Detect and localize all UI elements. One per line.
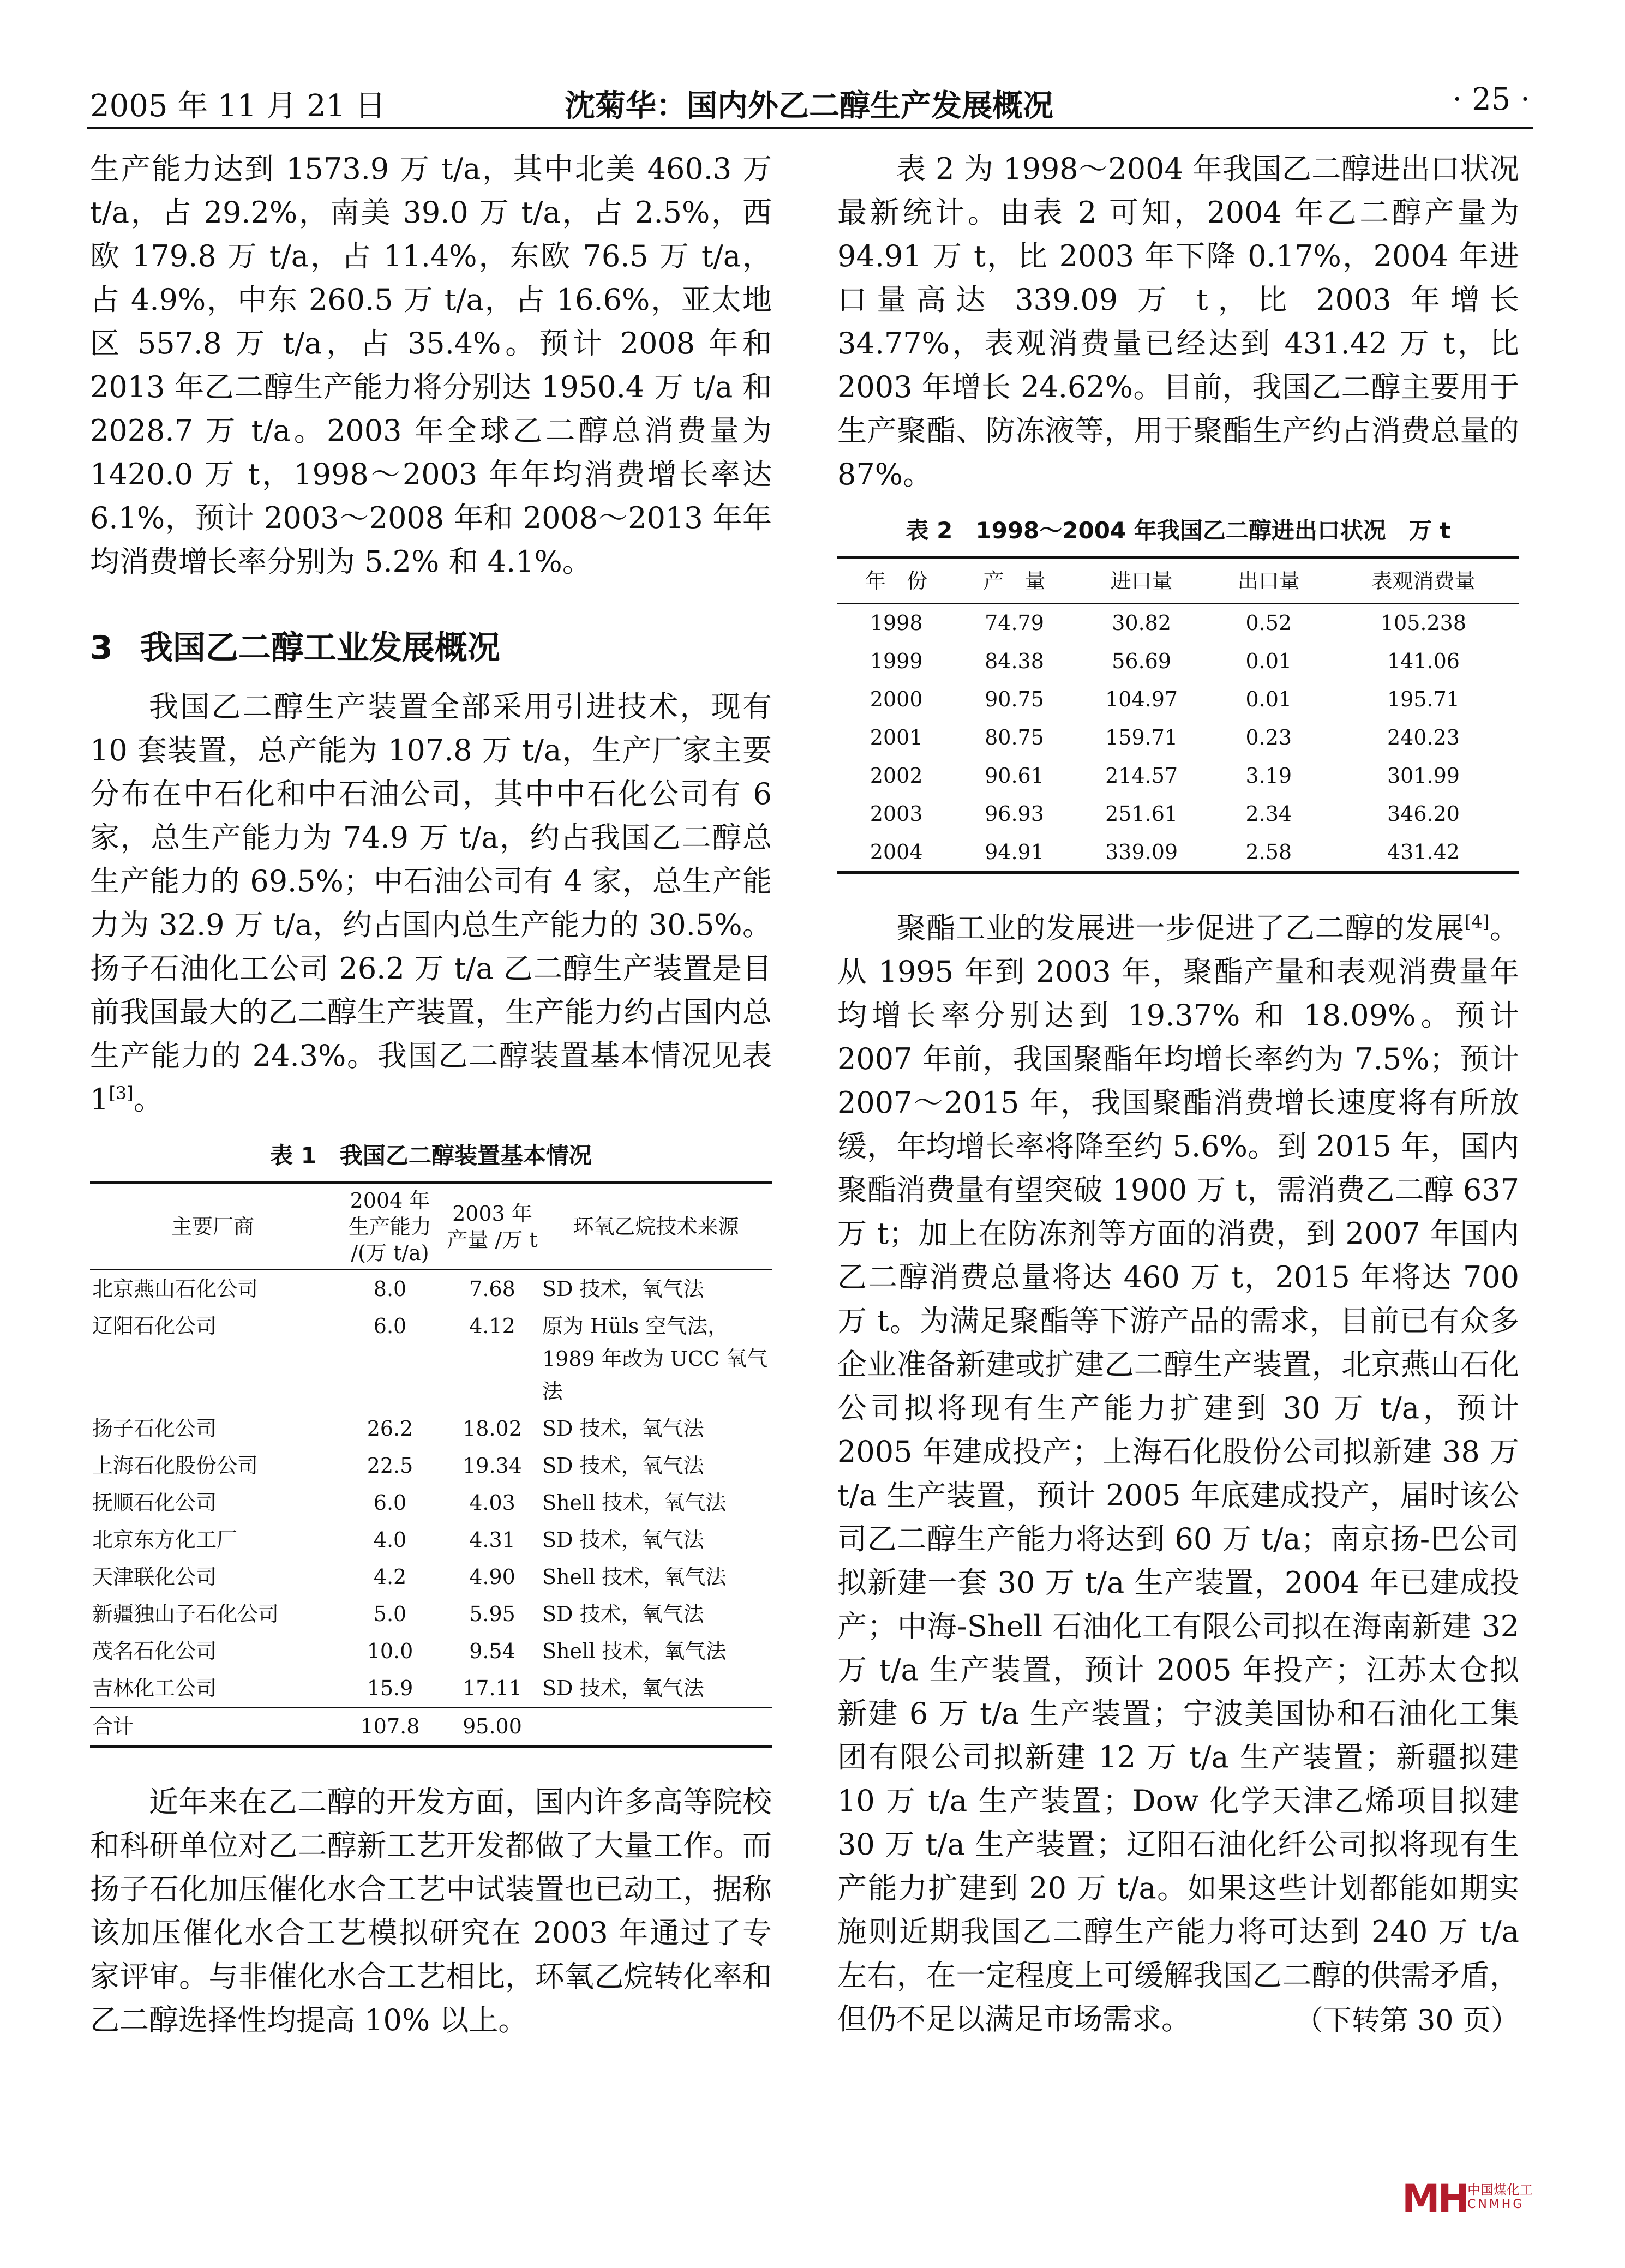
continued-note: （下转第 30 页）	[1294, 2005, 1519, 2037]
section-heading	[90, 622, 772, 669]
table2-row	[837, 833, 1519, 873]
table2-cell: 90.75	[985, 687, 1044, 711]
table2-cell: 30.82	[1112, 611, 1172, 635]
table2-cell: 159.71	[1105, 725, 1178, 749]
right-paragraph-1: 表 2 为 1998～2004 年我国乙二醇进出口状况最新统计。由表 2 可知，2004 年乙二醇产量为 94.91 万 t，比 2003 年下降 0.17%，2004 年进口量高达 339.09 万 t，比 2003 年增长 34.77%，表观消费量已经达到 431.42 万 t，比 2003 年增长 24.62%。目前，我国乙二醇主要用于生产聚酯、防冻液等，用于聚酯生产约占消费总量的 87%。	[837, 152, 1519, 491]
table2-cell: 3.19	[1245, 764, 1292, 788]
table2-cell: 195.71	[1387, 687, 1460, 711]
table1-cell: 抚顺石化公司	[92, 1491, 217, 1515]
table2-cell: 2004	[870, 840, 923, 864]
table2-cell: 431.42	[1387, 840, 1460, 864]
table1-cell: SD 技术，氧气法	[542, 1528, 704, 1552]
table2-row	[837, 603, 1519, 642]
table1-cell: 4.90	[469, 1565, 515, 1589]
table1-cell: 北京燕山石化公司	[92, 1277, 259, 1301]
table2-cell: 2.34	[1245, 802, 1292, 826]
table1-cell: 26.2	[367, 1417, 413, 1441]
table1-cell: 5.95	[469, 1602, 515, 1626]
table1-cell: 22.5	[367, 1454, 413, 1478]
table1-cell: 辽阳石化公司	[92, 1314, 217, 1338]
table1-row	[90, 1633, 772, 1670]
table2-header-cell: 年 份	[865, 569, 928, 593]
table1-cell: 17.11	[463, 1676, 522, 1700]
table1-cell: SD 技术，氧气法	[542, 1454, 704, 1478]
table1-cell: 5.0	[373, 1602, 407, 1626]
table1-row	[90, 1484, 772, 1521]
table2-header-cell: 表观消费量	[1371, 569, 1476, 593]
citation-ref-4[interactable]: [4]	[1464, 911, 1490, 932]
table1-cell: 天津联化公司	[92, 1565, 217, 1589]
watermark-logo	[1402, 2174, 1544, 2223]
table2-cell: 2001	[870, 725, 923, 749]
table2-cell: 251.61	[1105, 802, 1178, 826]
table2-cell: 2000	[870, 687, 923, 711]
logo-mark: MH	[1402, 2176, 1468, 2221]
table2-cell: 1998	[870, 611, 923, 635]
table2-cell: 0.01	[1245, 649, 1292, 673]
left-column	[90, 147, 772, 2042]
left-paragraph-2	[90, 685, 772, 1121]
table1-cell: Shell 技术，氧气法	[542, 1491, 727, 1515]
table2-cell: 240.23	[1387, 725, 1460, 749]
table2-cell: 0.01	[1245, 687, 1292, 711]
table1	[90, 1181, 772, 1748]
table1-row	[90, 1307, 772, 1410]
table1-cell: 原为 Hüls 空气法，1989 年改为 UCC 氧气法	[542, 1314, 768, 1403]
table1-header-row	[90, 1183, 772, 1270]
table2-cell: 74.79	[985, 611, 1044, 635]
table1-cell: 4.0	[373, 1528, 407, 1552]
table1-cell: SD 技术，氧气法	[542, 1277, 704, 1301]
table1-cell: SD 技术，氧气法	[542, 1676, 704, 1700]
table2-row	[837, 680, 1519, 718]
left-paragraph-3: 近年来在乙二醇的开发方面，国内许多高等院校和科研单位对乙二醇新工艺开发都做了大量工作。而扬子石化加压催化水合工艺中试装置也已动工，据称该加压催化水合工艺模拟研究在 2003 年通过了专家评审。与非催化水合工艺相比，环氧乙烷转化率和乙二醇选择性均提高 10% 以上。	[90, 1785, 772, 2037]
table2-cell: 2002	[870, 764, 923, 788]
logo-cn-text: 中国煤化工	[1467, 2182, 1533, 2198]
table1-cell: 上海石化股份公司	[92, 1454, 259, 1478]
table2-cell: 105.238	[1380, 611, 1467, 635]
table1-row	[90, 1521, 772, 1558]
table1-cell: 19.34	[463, 1454, 522, 1478]
header-rule	[87, 127, 1533, 129]
section-number: 3	[90, 629, 113, 667]
table1-cell: 7.68	[469, 1277, 515, 1301]
table1-cell: 95.00	[463, 1714, 522, 1738]
table2-cell: 84.38	[985, 649, 1044, 673]
running-header	[90, 71, 1530, 131]
table2-row	[837, 642, 1519, 680]
table2-row	[837, 795, 1519, 833]
section-title: 我国乙二醇工业发展概况	[140, 629, 500, 667]
table2	[837, 556, 1519, 874]
table2-caption: 表 2 1998～2004 年我国乙二醇进出口状况 万 t	[906, 517, 1451, 544]
table1-row	[90, 1447, 772, 1484]
table1-row	[90, 1595, 772, 1633]
table2-cell: 0.52	[1245, 611, 1292, 635]
header-title: 沈菊华：国内外乙二醇生产发展概况	[565, 88, 1053, 124]
citation-ref-3[interactable]: [3]	[109, 1083, 134, 1103]
table1-cell: 8.0	[373, 1277, 407, 1301]
table1-cell: 9.54	[469, 1639, 515, 1663]
table1-cell: 10.0	[367, 1639, 413, 1663]
table1-caption: 表 1 我国乙二醇装置基本情况	[270, 1142, 592, 1169]
table1-cell: 4.2	[373, 1565, 407, 1589]
table2-cell: 56.69	[1112, 649, 1172, 673]
table1-row	[90, 1270, 772, 1307]
table1-cell: Shell 技术，氧气法	[542, 1639, 727, 1663]
table2-cell: 214.57	[1105, 764, 1178, 788]
table2-cell: 2.58	[1245, 840, 1292, 864]
table1-row	[90, 1410, 772, 1447]
table1-cell: 15.9	[367, 1676, 413, 1700]
table2-header-cell: 产 量	[983, 569, 1046, 593]
left-paragraph-2-end: 。	[133, 1082, 163, 1117]
table2-cell: 1999	[870, 649, 923, 673]
table1-cell: 6.0	[373, 1314, 407, 1338]
table2-header-row	[837, 558, 1519, 604]
right-column	[837, 147, 1519, 2038]
table1-cell: 新疆独山子石化公司	[92, 1602, 279, 1626]
table1-cell	[540, 1707, 772, 1747]
table1-cell: 吉林化工公司	[92, 1676, 217, 1700]
table1-cell: 扬子石化公司	[92, 1417, 217, 1441]
table1-cell: 4.03	[469, 1491, 515, 1515]
table1-cell: 6.0	[373, 1491, 407, 1515]
table1-cell: 18.02	[463, 1417, 522, 1441]
table1-header-cell: 2003 年 产量 /万 t	[447, 1202, 538, 1252]
table1-cell: Shell 技术，氧气法	[542, 1565, 727, 1589]
logo-en-text: CNMHG	[1467, 2198, 1525, 2211]
table1-row	[90, 1558, 772, 1595]
table1-cell: 北京东方化工厂	[92, 1528, 238, 1552]
right-paragraph-2	[837, 907, 1519, 2041]
table2-cell: 301.99	[1387, 764, 1460, 788]
table2-body	[837, 603, 1519, 873]
table1-cell: 107.8	[360, 1714, 420, 1738]
left-paragraph-2-text: 我国乙二醇生产装置全部采用引进技术，现有 10 套装置，总产能为 107.8 万 t/a，生产厂家主要分布在中石化和中石油公司，其中中石化公司有 6 家，总生产能力为 74.9 万 t/a，约占我国乙二醇总生产能力的 69.5%；中石油公司有 4 家，总生产能力为 32.9 万 t/a，约占国内总生产能力的 30.5%。扬子石油化工公司 26.2 万 t/a 乙二醇生产装置是目前我国最大的乙二醇生产装置，生产能力约占国内总生产能力的 24.3%。我国乙二醇装置基本情况见表 1	[90, 689, 772, 1117]
right-paragraph-2-start: 聚酯工业的发展进一步促进了乙二醇的发展	[896, 911, 1465, 945]
table2-cell: 94.91	[985, 840, 1044, 864]
table2-cell: 339.09	[1105, 840, 1178, 864]
table2-cell: 0.23	[1245, 725, 1292, 749]
header-date: 2005 年 11 月 21 日	[90, 88, 386, 124]
table1-total-row	[90, 1707, 772, 1747]
table2-cell: 96.93	[985, 802, 1044, 826]
table1-cell: 4.31	[469, 1528, 515, 1552]
table1-header-cell: 2004 年 生产能力 /(万 t/a)	[348, 1189, 431, 1265]
table2-header-cell: 出口量	[1237, 569, 1300, 593]
table1-cell: 茂名石化公司	[92, 1639, 217, 1663]
table2-header-cell: 进口量	[1110, 569, 1173, 593]
page-number: · 25 ·	[1452, 82, 1530, 117]
table2-cell: 90.61	[985, 764, 1044, 788]
table2-row	[837, 718, 1519, 757]
table1-cell: 合计	[92, 1714, 134, 1738]
table2-cell: 80.75	[985, 725, 1044, 749]
table2-row	[837, 757, 1519, 795]
table1-header-cell: 主要厂商	[171, 1215, 254, 1239]
table1-body	[90, 1270, 772, 1747]
table2-cell: 346.20	[1387, 802, 1460, 826]
table2-cell: 141.06	[1387, 649, 1460, 673]
table2-cell: 2003	[870, 802, 923, 826]
table2-cell: 104.97	[1105, 687, 1178, 711]
table1-cell: SD 技术，氧气法	[542, 1602, 704, 1626]
right-paragraph-2-text: 。从 1995 年到 2003 年，聚酯产量和表观消费量年均增长率分别达到 19.37% 和 18.09%。预计 2007 年前，我国聚酯年均增长率约为 7.5%；预计 2007～2015 年，我国聚酯消费增长速度将有所放缓，年均增长率将降至约 5.6%。到 2015 年，国内聚酯消费量有望突破 1900 万 t，需消费乙二醇 637 万 t；加上在防冻剂等方面的消费，到 2007 年国内乙二醇消费总量将达 460 万 t，2015 年将达 700 万 t。为满足聚酯等下游产品的需求，目前已有众多企业准备新建或扩建乙二醇生产装置，北京燕山石化公司拟将现有生产能力扩建到 30 万 t/a，预计 2005 年建成投产；上海石化股份公司拟新建 38 万 t/a 生产装置，预计 2005 年底建成投产，届时该公司乙二醇生产能力将达到 60 万 t/a；南京扬-巴公司拟新建一套 30 万 t/a 生产装置，2004 年已建成投产；中海-Shell 石油化工有限公司拟在海南新建 32 万 t/a 生产装置，预计 2005 年投产；江苏太仓拟新建 6 万 t/a 生产装置；宁波美国协和石油化工集团有限公司拟新建 12 万 t/a 生产装置；新疆拟建 10 万 t/a 生产装置；Dow 化学天津乙烯项目拟建 30 万 t/a 生产装置；辽阳石油化纤公司拟将现有生产能力扩建到 20 万 t/a。如果这些计划都能如期实施则近期我国乙二醇生产能力将可达到 240 万 t/a 左右，在一定程度上可缓解我国乙二醇的供需矛盾，但仍不足以满足市场需求。	[837, 911, 1520, 2036]
table1-cell: 4.12	[469, 1314, 515, 1338]
table1-header-cell: 环氧乙烷技术来源	[573, 1215, 739, 1239]
left-paragraph-1: 生产能力达到 1573.9 万 t/a，其中北美 460.3 万 t/a，占 29.2%，南美 39.0 万 t/a，占 2.5%，西欧 179.8 万 t/a，占 11.4%，东欧 76.5 万 t/a，占 4.9%，中东 260.5 万 t/a，占 16.6%，亚太地区 557.8 万 t/a，占 35.4%。预计 2008 年和 2013 年乙二醇生产能力将分别达 1950.4 万 t/a 和 2028.7 万 t/a。2003 年全球乙二醇总消费量为 1420.0 万 t，1998～2003 年年均消费增长率达 6.1%，预计 2003～2008 年和 2008～2013 年年均消费增长率分别为 5.2% 和 4.1%。	[90, 152, 772, 579]
table1-cell: SD 技术，氧气法	[542, 1417, 704, 1441]
table1-row	[90, 1670, 772, 1707]
